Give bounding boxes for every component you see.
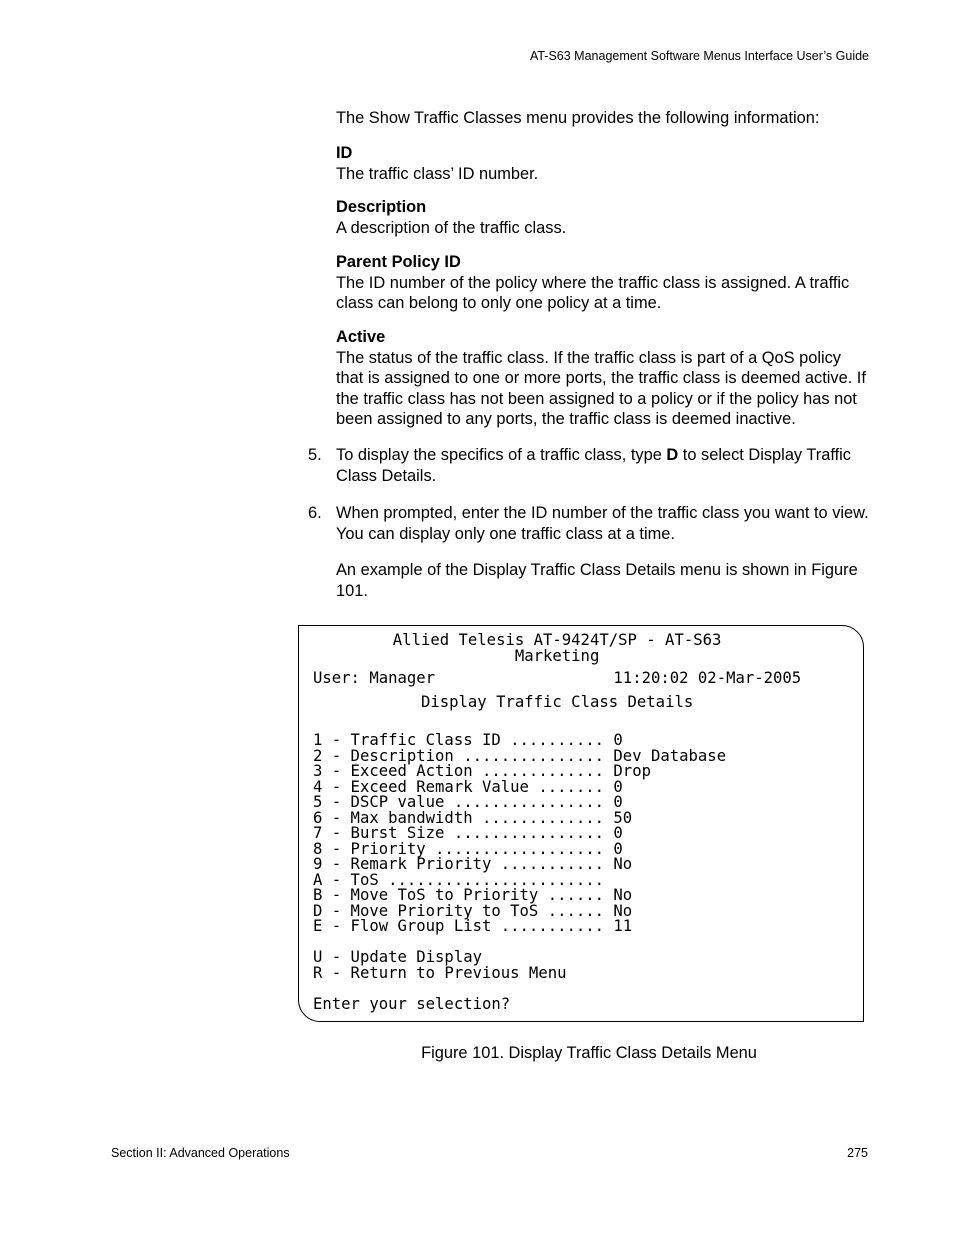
menu-item-flow-group-list[interactable]: E - Flow Group List ........... 11 xyxy=(313,917,633,935)
menu-item-update-display[interactable]: U - Update Display xyxy=(313,948,482,966)
example-paragraph: An example of the Display Traffic Class Details menu is shown in Figure 101. xyxy=(336,561,858,600)
terminal-subtitle: Marketing xyxy=(514,646,600,665)
definition-text: A description of the traffic class. xyxy=(336,218,567,237)
definition-text: The ID number of the policy where the traffic class is assigned. A traffic class can belong to only one policy at a time. xyxy=(336,273,850,312)
menu-item-exceed-remark-value[interactable]: 4 - Exceed Remark Value ....... 0 xyxy=(313,777,623,796)
menu-item-dscp-value[interactable]: 5 - DSCP value ................ 0 xyxy=(313,793,623,811)
menu-item-remark-priority[interactable]: 9 - Remark Priority ........... No xyxy=(313,855,633,873)
terminal-spacer xyxy=(313,710,801,733)
definition-term: Description xyxy=(336,198,427,216)
terminal-screen xyxy=(298,625,864,1022)
menu-item-move-tos-to-priority[interactable]: B - Move ToS to Priority ...... No xyxy=(313,886,633,904)
footer-section: Section II: Advanced Operations xyxy=(111,1146,290,1160)
definition-term: Parent Policy ID xyxy=(336,253,461,271)
step-text xyxy=(336,445,871,486)
definition-term: Active xyxy=(336,328,386,346)
definition-text: The traffic class’ ID number. xyxy=(336,164,539,183)
step-text: When prompted, enter the ID number of the traffic class you want to view. You can display only one traffic class at a time. xyxy=(336,504,869,543)
definition-parent-policy-id xyxy=(336,252,871,314)
terminal-title: Allied Telesis AT-9424T/SP - AT-S63 xyxy=(392,631,722,649)
definition-term: ID xyxy=(336,144,353,162)
menu-item-return-previous[interactable]: R - Return to Previous Menu xyxy=(313,963,567,982)
menu-item-description[interactable]: 2 - Description ............... Dev Database xyxy=(313,746,727,765)
terminal-user-line: User: Manager 11:20:02 02-Mar-2005 xyxy=(313,669,802,687)
step-number: 5. xyxy=(308,446,322,464)
menu-item-priority[interactable]: 8 - Priority .................. 0 xyxy=(313,839,623,858)
definition-text: The status of the traffic class. If the traffic class is part of a QoS policy that is assigned to one or more ports, the traffic class is deemed active. If the traffic class has not been assigned to a policy or if the policy has not been assigned to any ports, the traffic class is deemed inactive. xyxy=(336,348,866,428)
menu-item-traffic-class-id[interactable]: 1 - Traffic Class ID .......... 0 xyxy=(313,731,623,749)
terminal-menu-title: Display Traffic Class Details xyxy=(420,692,694,711)
menu-item-exceed-action[interactable]: 3 - Exceed Action ............. Drop xyxy=(313,762,651,780)
step-text-part: To display the specifics of a traffic class, type xyxy=(336,446,667,464)
definition-description xyxy=(336,197,871,238)
menu-item-move-priority-to-tos[interactable]: D - Move Priority to ToS ...... No xyxy=(313,901,633,920)
definition-active xyxy=(336,327,871,430)
figure-caption xyxy=(0,1044,954,1063)
definition-id xyxy=(336,143,871,184)
intro-paragraph: The Show Traffic Classes menu provides the following information: xyxy=(336,109,820,127)
figure-caption-text: Figure 101. Display Traffic Class Details Menu xyxy=(421,1044,757,1062)
step-text-part: to select Display Traffic Class Details. xyxy=(336,446,852,485)
terminal-prompt[interactable]: Enter your selection? xyxy=(313,994,511,1013)
terminal-text xyxy=(313,633,801,1012)
menu-item-max-bandwidth[interactable]: 6 - Max bandwidth ............. 50 xyxy=(313,808,633,827)
step-key: D xyxy=(666,446,679,464)
page-number: 275 xyxy=(847,1146,868,1160)
menu-item-tos[interactable]: A - ToS ....................... xyxy=(313,870,605,889)
step-number: 6. xyxy=(308,504,322,522)
running-header: AT-S63 Management Software Menus Interface User’s Guide xyxy=(529,49,869,63)
menu-item-burst-size[interactable]: 7 - Burst Size ................ 0 xyxy=(313,824,623,842)
